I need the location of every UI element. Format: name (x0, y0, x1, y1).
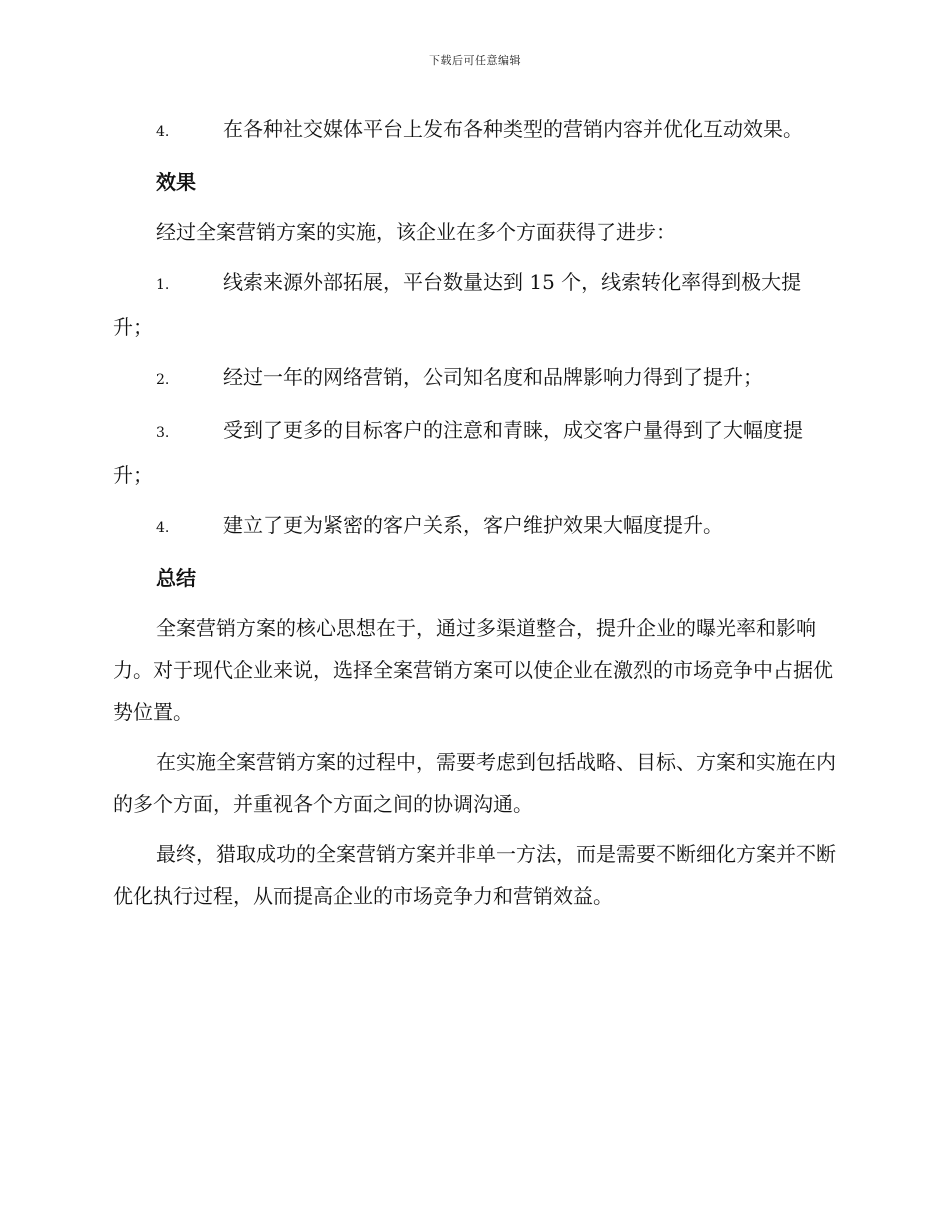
list-item-text: 线索来源外部拓展，平台数量达到 15 个，线索转化率得到极大提升； (113, 270, 802, 339)
list-item (113, 261, 837, 348)
list-item-text: 在各种社交媒体平台上发布各种类型的营销内容并优化互动效果。 (223, 117, 803, 141)
list-item (113, 504, 837, 549)
section-intro: 经过全案营销方案的实施，该企业在多个方面获得了进步： (156, 220, 676, 244)
list-item (113, 356, 837, 401)
summary-paragraph: 全案营销方案的核心思想在于，通过多渠道整合，提升企业的曝光率和影响力。对于现代企业来说，选择全案营销方案可以使企业在激烈的市场竞争中占据优势位置。 (113, 616, 833, 724)
page-header: 下载后可任意编辑 (429, 54, 521, 67)
list-item-number: 1. (156, 277, 170, 293)
list-item (113, 108, 837, 153)
document-body (113, 108, 837, 925)
list-item-text: 经过一年的网络营销，公司知名度和品牌影响力得到了提升； (223, 365, 763, 389)
list-item-text: 建立了更为紧密的客户关系，客户维护效果大幅度提升。 (223, 513, 723, 537)
list-item-number: 3. (156, 425, 170, 441)
summary-paragraph: 最终，猎取成功的全案营销方案并非单一方法，而是需要不断细化方案并不断优化执行过程，从而提高企业的市场竞争力和营销效益。 (113, 842, 836, 908)
list-item-number: 4. (156, 124, 170, 140)
list-item-number: 2. (156, 372, 170, 388)
list-item (113, 409, 837, 496)
list-item-number: 4. (156, 520, 170, 536)
list-item-text: 受到了更多的目标客户的注意和青睐，成交客户量得到了大幅度提升； (113, 418, 803, 487)
section-heading-effect: 效果 (156, 170, 196, 194)
summary-paragraph: 在实施全案营销方案的过程中，需要考虑到包括战略、目标、方案和实施在内的多个方面，并重视各个方面之间的协调沟通。 (113, 750, 836, 816)
section-heading-summary: 总结 (156, 566, 196, 590)
